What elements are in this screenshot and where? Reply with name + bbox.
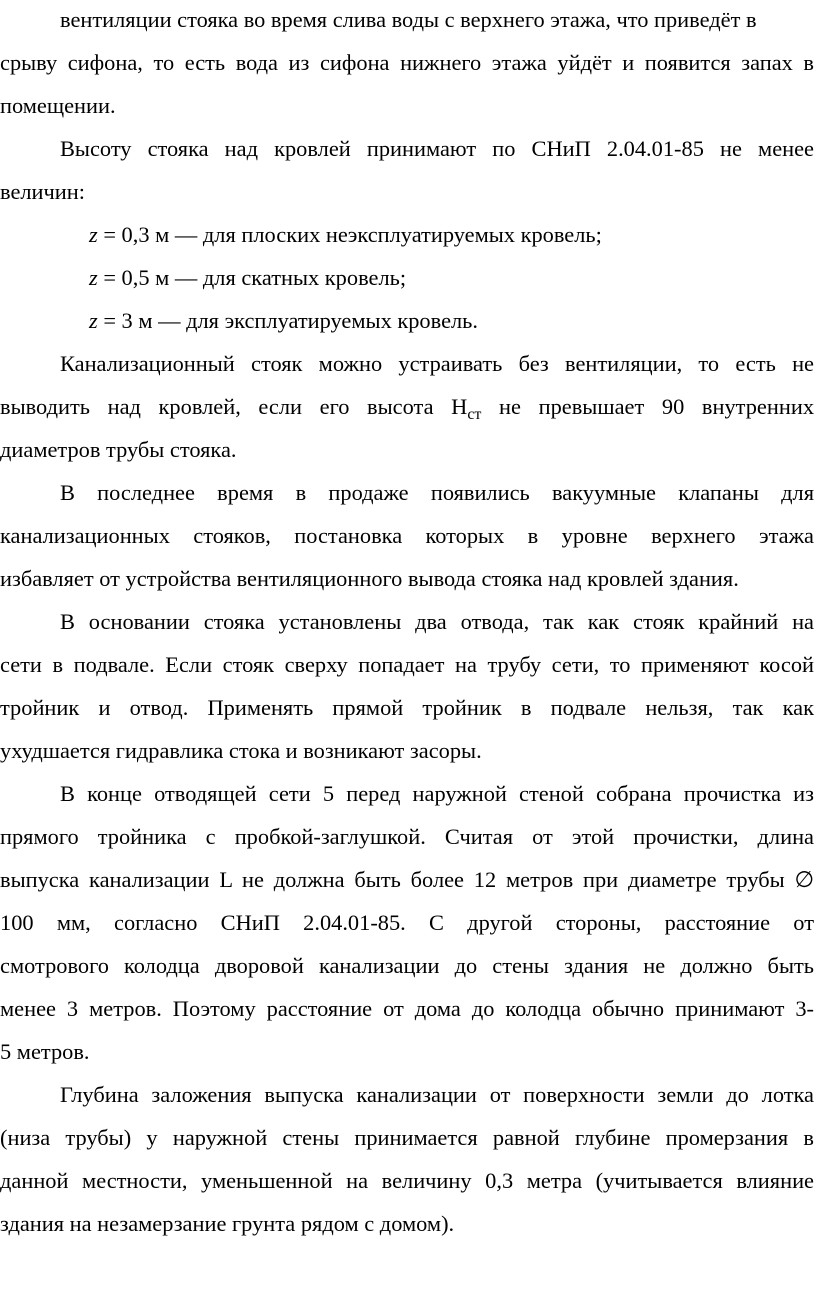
formula-variable: z [89, 265, 98, 290]
text-line: Высоту стояка над кровлей принимают по СНиП 2.04.01-85 не менее [60, 136, 814, 161]
text-line: В конце отводящей сети 5 перед наружной стеной собрана прочистка из [60, 781, 814, 806]
text-line: величин: [0, 179, 85, 204]
text-line: В основании стояка установлены два отвода, так как стояк крайний на [60, 609, 814, 634]
formula-line [89, 264, 406, 292]
text-fragment: выводить над кровлей, если его высота Н [0, 394, 468, 419]
formula-line [89, 221, 602, 249]
text-line: избавляет от устройства вентиляционного вывода стояка над кровлей здания. [0, 566, 739, 591]
formula-variable: z [89, 308, 98, 333]
text-line: здания на незамерзание грунта рядом с домом). [0, 1211, 455, 1236]
text-line: 5 метров. [0, 1039, 90, 1064]
formula-text: = 0,3 м — для плоских неэксплуатируемых кровель; [103, 222, 602, 247]
text-line: В последнее время в продаже появились вакуумные клапаны для [60, 480, 814, 505]
text-line: срыву сифона, то есть вода из сифона нижнего этажа уйдёт и появится запах в [0, 50, 814, 75]
text-line-with-subscript [0, 393, 814, 424]
text-line: канализационных стояков, постановка которых в уровне верхнего этажа [0, 523, 814, 548]
text-line: Глубина заложения выпуска канализации от поверхности земли до лотка [60, 1082, 814, 1107]
text-line: менее 3 метров. Поэтому расстояние от дома до колодца обычно принимают 3- [0, 996, 814, 1021]
formula-line [89, 307, 478, 335]
text-line: данной местности, уменьшенной на величину 0,3 метра (учитывается влияние [0, 1168, 814, 1193]
subscript-st: ст [467, 406, 482, 423]
text-line: ухудшается гидравлика стока и возникают засоры. [0, 738, 482, 763]
formula-text: = 0,5 м — для скатных кровель; [103, 265, 407, 290]
formula-text: = 3 м — для эксплуатируемых кровель. [103, 308, 478, 333]
text-line: помещении. [0, 93, 116, 118]
text-fragment: не превышает 90 внутренних [481, 394, 815, 419]
text-line: (низа трубы) у наружной стены принимается равной глубине промерзания в [0, 1125, 814, 1150]
text-line: прямого тройника с пробкой-заглушкой. Считая от этой прочистки, длина [0, 824, 814, 849]
text-line: выпуска канализации L не должна быть более 12 метров при диаметре трубы ∅ [0, 867, 814, 892]
text-line: 100 мм, согласно СНиП 2.04.01-85. С другой стороны, расстояние от [0, 910, 814, 935]
text-line: сети в подвале. Если стояк сверху попадает на трубу сети, то применяют косой [0, 652, 814, 677]
formula-variable: z [89, 222, 98, 247]
text-line: диаметров трубы стояка. [0, 437, 237, 462]
text-line: Канализационный стояк можно устраивать без вентиляции, то есть не [60, 351, 814, 376]
text-line: тройник и отвод. Применять прямой тройник в подвале нельзя, так как [0, 695, 814, 720]
text-line: вентиляции стояка во время слива воды с верхнего этажа, что приведёт в [60, 7, 757, 32]
text-line: смотрового колодца дворовой канализации до стены здания не должно быть [0, 953, 814, 978]
